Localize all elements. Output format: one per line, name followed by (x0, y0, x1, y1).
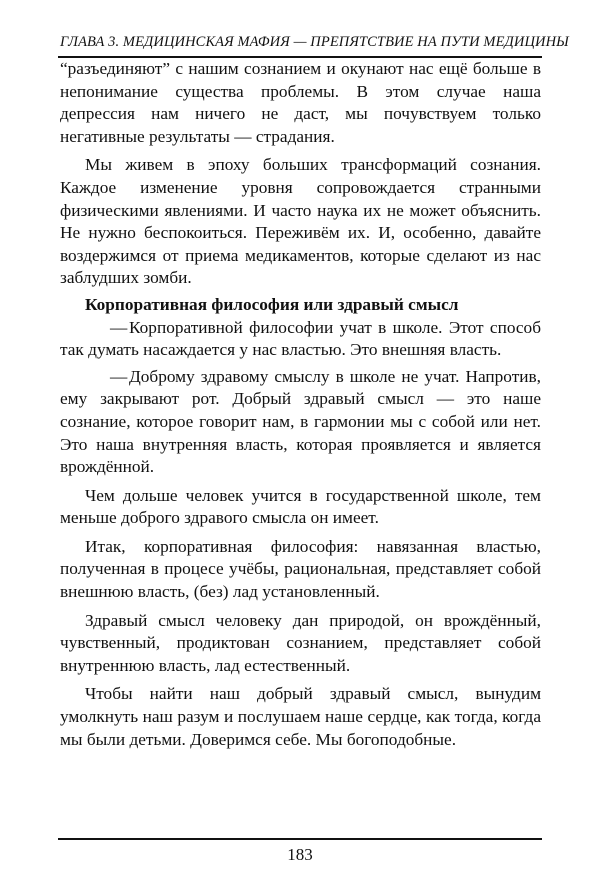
paragraph-continued: “разъединяют” с нашим сознанием и окунают нас ещё больше в непонимание существа проблемы. В этом случае наша депрессия нам ничего не даст, мы почувствуем только негативные результаты — страдания. (60, 59, 541, 146)
dash-item (60, 317, 541, 362)
footer-rule (58, 838, 542, 840)
em-dash: — (110, 366, 128, 386)
paragraph: Чтобы найти наш добрый здравый смысл, вынудим умолкнуть наш разум и послушаем наше сердце, как тогда, когда мы были детьми. Доверимся себе. Мы богоподобные. (60, 684, 541, 749)
running-head: ГЛАВА 3. МЕДИЦИНСКАЯ МАФИЯ — ПРЕПЯТСТВИЕ НА ПУТИ МЕДИЦИНЫ (60, 34, 569, 50)
em-dash: — (110, 317, 128, 337)
body-text (60, 58, 541, 751)
dash-item-text: Доброму здравому смыслу в школе не учат. Напротив, ему закрывают рот. Добрый здравый смысл — это наше сознание, которое говорит нам, в гармонии мы с собой или нет. Это наша внутренняя власть, которая проявляется и является врождённой. (60, 366, 541, 477)
paragraph: Мы живем в эпоху больших трансформаций сознания. Каждое изменение уровня сопровождается странными физическими явлениями. И часто наука их не может объяснить. Не нужно беспокоиться. Переживём их. И, особенно, давайте воздержимся от приема медикаментов, которые сделают из нас заблудших зомби. (60, 155, 541, 288)
dash-item-text: Корпоративной философии учат в школе. Этот способ так думать насаждается у нас властью. Это внешняя власть. (60, 317, 541, 360)
paragraph: Здравый смысл человеку дан природой, он врождённый, чувственный, продиктован сознанием, представляет собой внутреннюю власть, лад естественный. (60, 610, 541, 675)
paragraph: Чем дольше человек учится в государственной школе, тем меньше доброго здравого смысла он имеет. (60, 485, 541, 528)
dash-item (60, 366, 541, 479)
section-heading: Корпоративная философия или здравый смысл (85, 294, 459, 314)
page-number: 183 (287, 845, 313, 864)
paragraph: Итак, корпоративная философия: навязанная властью, полученная в процесе учёбы, рациональная, представляет собой внешнюю власть, (без) лад установленный. (60, 536, 541, 602)
